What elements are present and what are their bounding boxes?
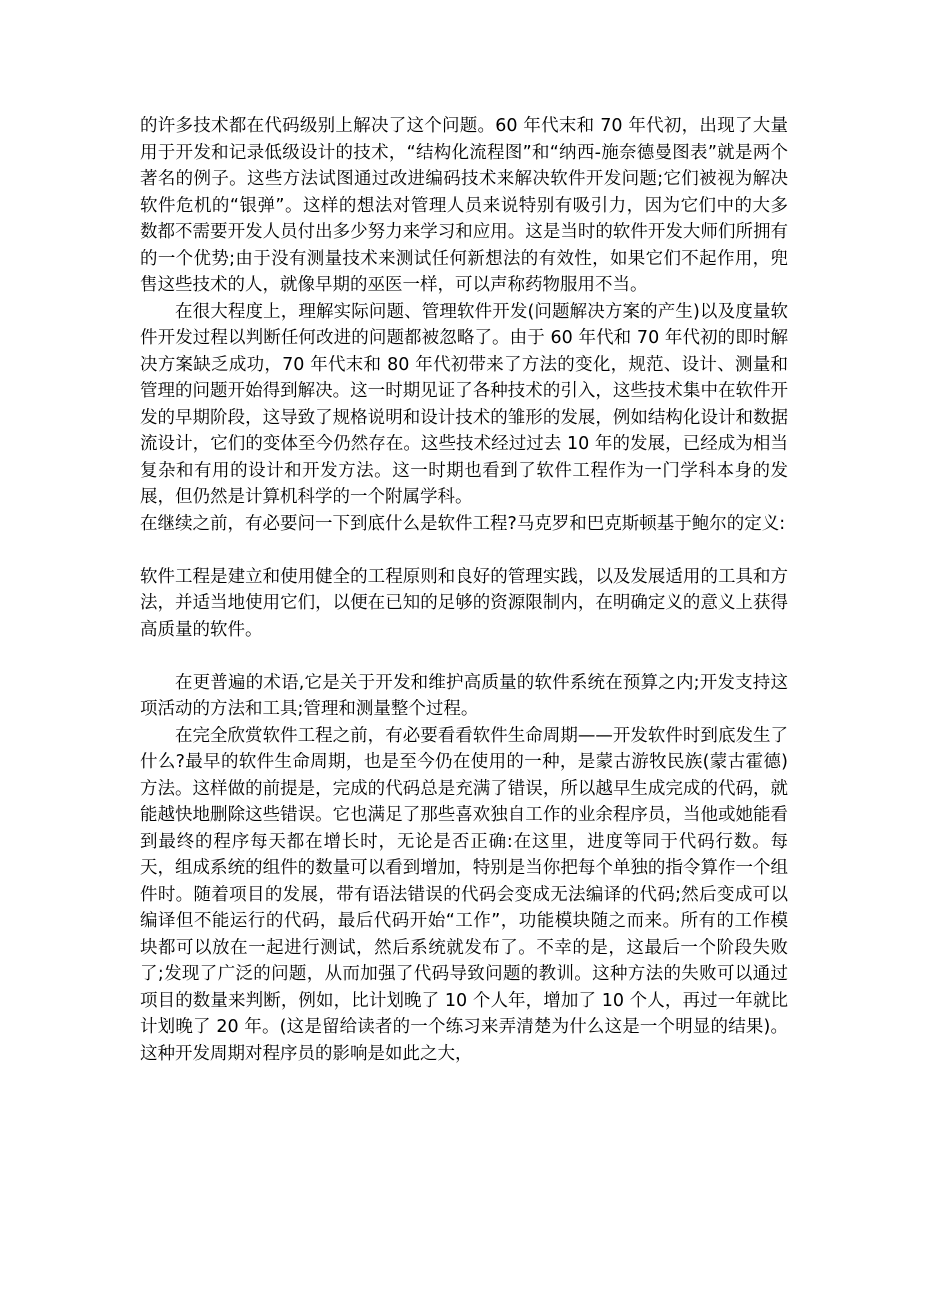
paragraph-5: 在更普遍的术语,它是关于开发和维护高质量的软件系统在预算之内;开发支持这项活动的方法和工具;管理和测量整个过程。 xyxy=(140,672,788,719)
definition-paragraph: 软件工程是建立和使用健全的工程原则和良好的管理实践，以及发展适用的工具和方法，并适当地使用它们，以便在已知的足够的资源限制内，在明确定义的意义上获得高质量的软件。 xyxy=(140,566,788,640)
paragraph-gap xyxy=(140,643,788,670)
paragraph-2: 在很大程度上，理解实际问题、管理软件开发(问题解决方案的产生)以及度量软件开发过程以判断任何改进的问题都被忽略了。由于 60 年代和 70 年代初的即时解决方案缺乏成功，70 年代末和 80 年代初带来了方法的变化，规范、设计、测量和管理的问题开始得到解决。这一时期见证了各种技术的引入，这些技术集中在软件开发的早期阶段，这导致了规格说明和设计技术的雏形的发展，例如结构化设计和数据流设计，它们的变体至今仍然存在。这些技术经过过去 10 年的发展，已经成为相当复杂和有用的设计和开发方法。这一时期也看到了软件工程作为一门学科本身的发展，但仍然是计算机科学的一个附属学科。 xyxy=(140,301,788,507)
paragraph-gap xyxy=(140,537,788,564)
paragraph-6: 在完全欣赏软件工程之前，有必要看看软件生命周期——开发软件时到底发生了什么?最早的软件生命周期，也是至今仍在使用的一种，是蒙古游牧民族(蒙古霍德)方法。这样做的前提是，完成的代码总是充满了错误，所以越早生成完成的代码，就能越快地删除这些错误。它也满足了那些喜欢独自工作的业余程序员，当他或她能看到最终的程序每天都在增长时，无论是否正确:在这里，进度等同于代码行数。每天，组成系统的组件的数量可以看到增加，特别是当你把每个单独的指令算作一个组件时。随着项目的发展，带有语法错误的代码会变成无法编译的代码;然后变成可以编译但不能运行的代码，最后代码开始“工作”，功能模块随之而来。所有的工作模块都可以放在一起进行测试，然后系统就发布了。不幸的是，这最后一个阶段失败了;发现了广泛的问题，从而加强了代码导致问题的教训。这种方法的失败可以通过项目的数量来判断，例如，比计划晚了 10 个人年，增加了 10 个人，再过一年就比计划晚了 20 年。(这是留给读者的一个练习来弄清楚为什么这是一个明显的结果)。这种开发周期对程序员的影响是如此之大， xyxy=(140,725,788,1064)
paragraph-3: 在继续之前，有必要问一下到底什么是软件工程?马克罗和巴克斯顿基于鲍尔的定义: xyxy=(140,513,786,534)
document-body xyxy=(140,113,788,1067)
paragraph-1: 的许多技术都在代码级别上解决了这个问题。60 年代末和 70 年代初，出现了大量用于开发和记录低级设计的技术，“结构化流程图”和“纳西-施奈德曼图表”就是两个著名的例子。这些方法试图通过改进编码技术来解决软件开发问题;它们被视为解决软件危机的“银弹”。这样的想法对管理人员来说特别有吸引力，因为它们中的大多数都不需要开发人员付出多少努力来学习和应用。这是当时的软件开发大师们所拥有的一个优势;由于没有测量技术来测试任何新想法的有效性，如果它们不起作用，兜售这些技术的人，就像早期的巫医一样，可以声称药物服用不当。 xyxy=(140,116,788,295)
